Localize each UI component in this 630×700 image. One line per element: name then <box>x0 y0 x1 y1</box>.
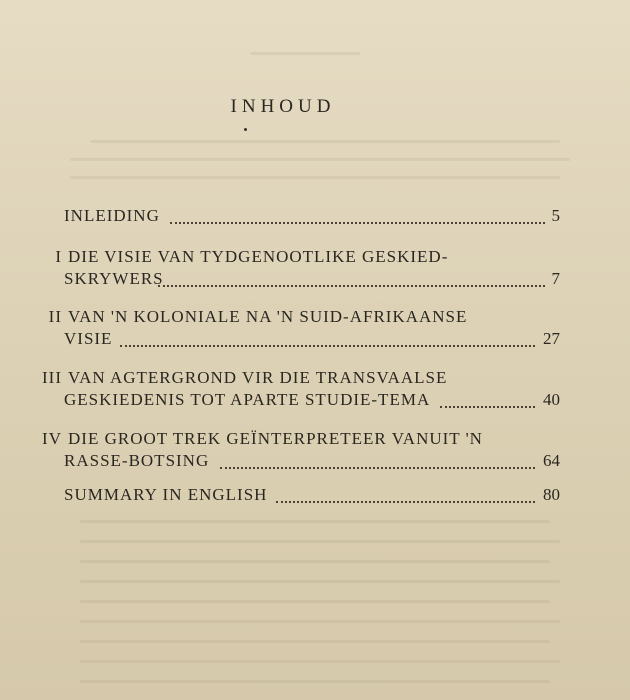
show-through-text <box>70 158 570 161</box>
toc-entry-title-cont: SKRYWERS <box>64 269 164 288</box>
show-through-text <box>80 640 550 643</box>
toc-entry-title-cont: RASSE-BOTSING <box>64 451 210 470</box>
toc-page-number: 80 <box>543 485 560 504</box>
dot-leader <box>220 445 535 469</box>
page-title: INHOUD <box>230 96 336 117</box>
show-through-text <box>70 176 560 179</box>
toc-entry-title: VAN AGTERGROND VIR DIE TRANSVAALSE <box>68 368 448 387</box>
toc-page-number: 27 <box>543 329 560 348</box>
toc-page-number: 40 <box>543 390 560 409</box>
toc-page-number: 7 <box>551 269 560 288</box>
toc-page-number: 5 <box>551 206 560 225</box>
dot-leader <box>158 263 545 287</box>
toc-entry-title: DIE VISIE VAN TYDGENOOTLIKE GESKIED- <box>68 247 449 266</box>
chapter-numeral: II <box>48 307 62 326</box>
show-through-text <box>80 560 550 563</box>
show-through-text <box>80 580 560 583</box>
toc-page-number: 64 <box>543 451 560 470</box>
toc-entry-title: INLEIDING <box>64 206 160 225</box>
toc-entry-title-cont: VISIE <box>64 329 113 348</box>
chapter-numeral: I <box>55 247 62 266</box>
show-through-text <box>80 600 550 603</box>
toc-entry-title: SUMMARY IN ENGLISH <box>64 485 268 504</box>
chapter-numeral: III <box>42 368 62 387</box>
dot-leader <box>170 200 545 224</box>
chapter-numeral: IV <box>42 429 62 448</box>
show-through-text <box>90 140 560 143</box>
ornament-dot <box>244 128 247 131</box>
dot-leader <box>276 479 535 503</box>
toc-entry-line <box>40 367 447 389</box>
show-through-text <box>80 520 550 523</box>
show-through-text <box>80 680 550 683</box>
toc-entry-title-cont: GESKIEDENIS TOT APARTE STUDIE-TEMA <box>64 390 431 409</box>
show-through-text <box>80 540 560 543</box>
show-through-text <box>80 620 560 623</box>
show-through-text <box>80 660 560 663</box>
dot-leader <box>120 323 535 347</box>
toc-entry-title: DIE GROOT TREK GEÏNTERPRETEER VANUIT 'N <box>68 429 483 448</box>
show-through-text <box>250 52 360 55</box>
toc-entry-title: VAN 'N KOLONIALE NA 'N SUID-AFRIKAANSE <box>68 307 468 326</box>
